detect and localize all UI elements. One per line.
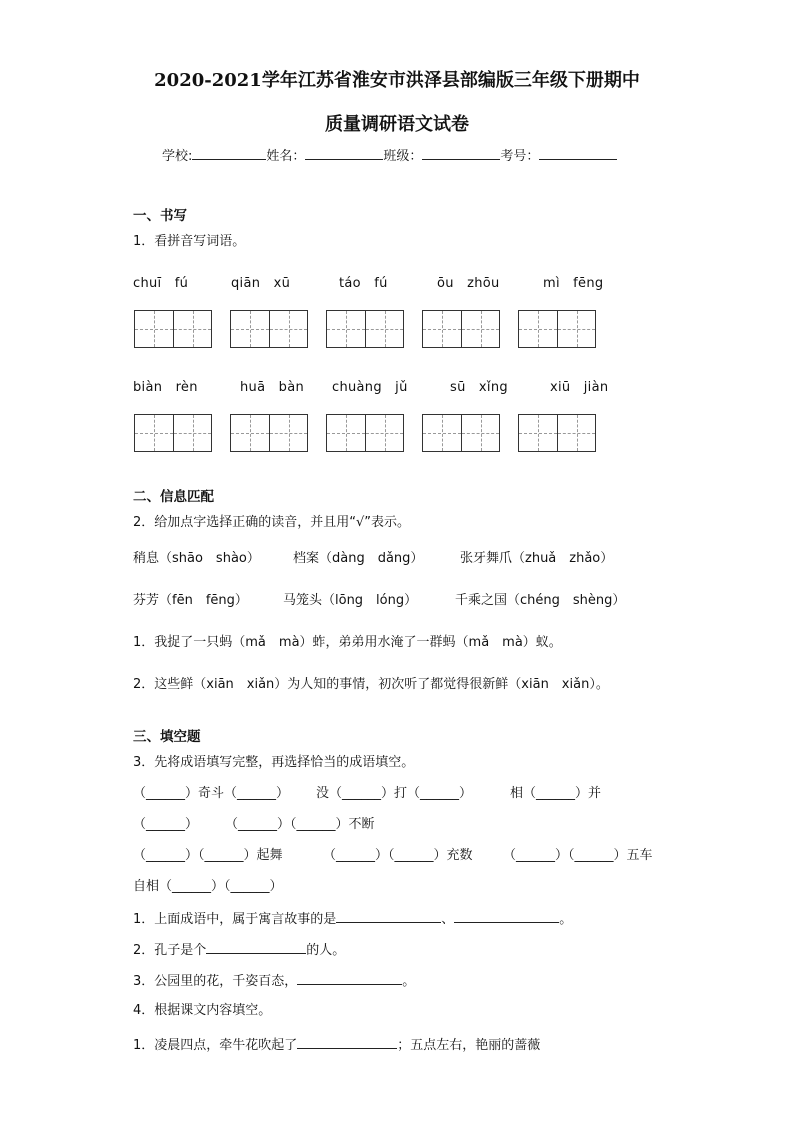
class-label: 班级： [383, 149, 423, 164]
pinyin-label: chuī fú [133, 276, 189, 291]
idiom-blank[interactable]: 没（______）打（______） [316, 786, 473, 801]
idiom-blank[interactable]: （______）（______）不断 [225, 817, 375, 832]
answer-blank[interactable] [336, 910, 441, 923]
page-title: 2020-2021学年江苏省淮安市洪泽县部编版三年级下册期中 [154, 70, 640, 91]
fill-text: 3．公园里的花，千姿百态， [133, 974, 298, 989]
idiom-blank[interactable]: （______） [133, 817, 199, 832]
section-heading-matching: 二、信息匹配 [133, 489, 214, 505]
reading-choice[interactable]: 张牙舞爪（zhuǎ zhǎo） [460, 551, 614, 566]
fill-text: 。 [402, 974, 416, 989]
reading-choice[interactable]: 马笼头（lōng lóng） [283, 593, 418, 608]
pinyin-label: mì fēng [543, 276, 604, 291]
idiom-blank[interactable]: （______）（______）充数 [323, 848, 473, 863]
writing-grid[interactable] [326, 310, 404, 348]
pinyin-label: xiū jiàn [550, 380, 609, 395]
idiom-blank[interactable]: （______）奇斗（______） [133, 786, 290, 801]
page-subtitle: 质量调研语文试卷 [325, 114, 469, 135]
sentence-choice-2[interactable]: 2．这些鲜（xiān xiǎn）为人知的事情，初次听了都觉得很新鲜（xiān xiǎn）。 [133, 677, 609, 692]
writing-grid[interactable] [422, 310, 500, 348]
pinyin-label: qiān xū [231, 276, 291, 291]
fill-question-3 [133, 972, 415, 990]
section-heading-fill: 三、填空题 [133, 729, 201, 745]
pinyin-label: sū xǐng [450, 380, 508, 395]
pinyin-label: biàn rèn [133, 380, 198, 395]
idiom-blank[interactable]: （______）（______）五车 [503, 848, 653, 863]
reading-choice[interactable]: 档案（dàng dǎng） [293, 551, 424, 566]
reading-choice[interactable]: 稍息（shāo shào） [133, 551, 260, 566]
fill-text: 。 [559, 912, 573, 927]
writing-grid[interactable] [326, 414, 404, 452]
fill-question-2 [133, 941, 345, 959]
idiom-blank[interactable]: 相（______）并 [510, 786, 602, 801]
question-1: 1．看拼音写词语。 [133, 234, 246, 249]
fill-text: 1．上面成语中，属于寓言故事的是 [133, 912, 337, 927]
class-field[interactable] [422, 147, 500, 160]
pinyin-label: ōu zhōu [437, 276, 500, 291]
sentence-choice-1[interactable]: 1．我捉了一只蚂（mǎ mà）蚱，弟弟用水淹了一群蚂（mǎ mà）蚁。 [133, 635, 562, 650]
name-field[interactable] [305, 147, 383, 160]
idiom-blank[interactable]: （______）（______）起舞 [133, 848, 283, 863]
fill-text: 2．孔子是个 [133, 943, 207, 958]
fill-question-4-1 [133, 1036, 540, 1054]
reading-choice[interactable]: 芬芳（fēn fēng） [133, 593, 248, 608]
fill-text: 、 [441, 912, 455, 927]
fill-question-1 [133, 910, 572, 928]
question-4: 4．根据课文内容填空。 [133, 1003, 272, 1018]
section-heading-writing: 一、书写 [133, 208, 187, 224]
writing-grid[interactable] [518, 310, 596, 348]
idiom-blank[interactable]: 自相（______）（______） [133, 879, 283, 894]
writing-grid[interactable] [518, 414, 596, 452]
fill-text: 1．凌晨四点，牵牛花吹起了 [133, 1038, 298, 1053]
pinyin-label: táo fú [339, 276, 388, 291]
student-info-line [162, 147, 617, 165]
pinyin-label: chuàng jǔ [332, 380, 408, 395]
number-label: 考号： [500, 149, 540, 164]
answer-blank[interactable] [297, 1036, 397, 1049]
writing-grid[interactable] [230, 414, 308, 452]
answer-blank[interactable] [454, 910, 559, 923]
question-2: 2．给加点字选择正确的读音，并且用“√”表示。 [133, 515, 411, 530]
writing-grid[interactable] [230, 310, 308, 348]
name-label: 姓名： [266, 149, 306, 164]
writing-grid[interactable] [134, 310, 212, 348]
writing-grid[interactable] [134, 414, 212, 452]
answer-blank[interactable] [297, 972, 402, 985]
school-label: 学校: [162, 149, 193, 164]
pinyin-label: huā bàn [240, 380, 305, 395]
number-field[interactable] [539, 147, 617, 160]
answer-blank[interactable] [206, 941, 306, 954]
writing-grid[interactable] [422, 414, 500, 452]
question-3: 3．先将成语填写完整，再选择恰当的成语填空。 [133, 755, 415, 770]
fill-text: 的人。 [306, 943, 346, 958]
school-field[interactable] [192, 147, 266, 160]
reading-choice[interactable]: 千乘之国（chéng shèng） [455, 593, 626, 608]
fill-text: ；五点左右，艳丽的蔷薇 [397, 1038, 541, 1053]
